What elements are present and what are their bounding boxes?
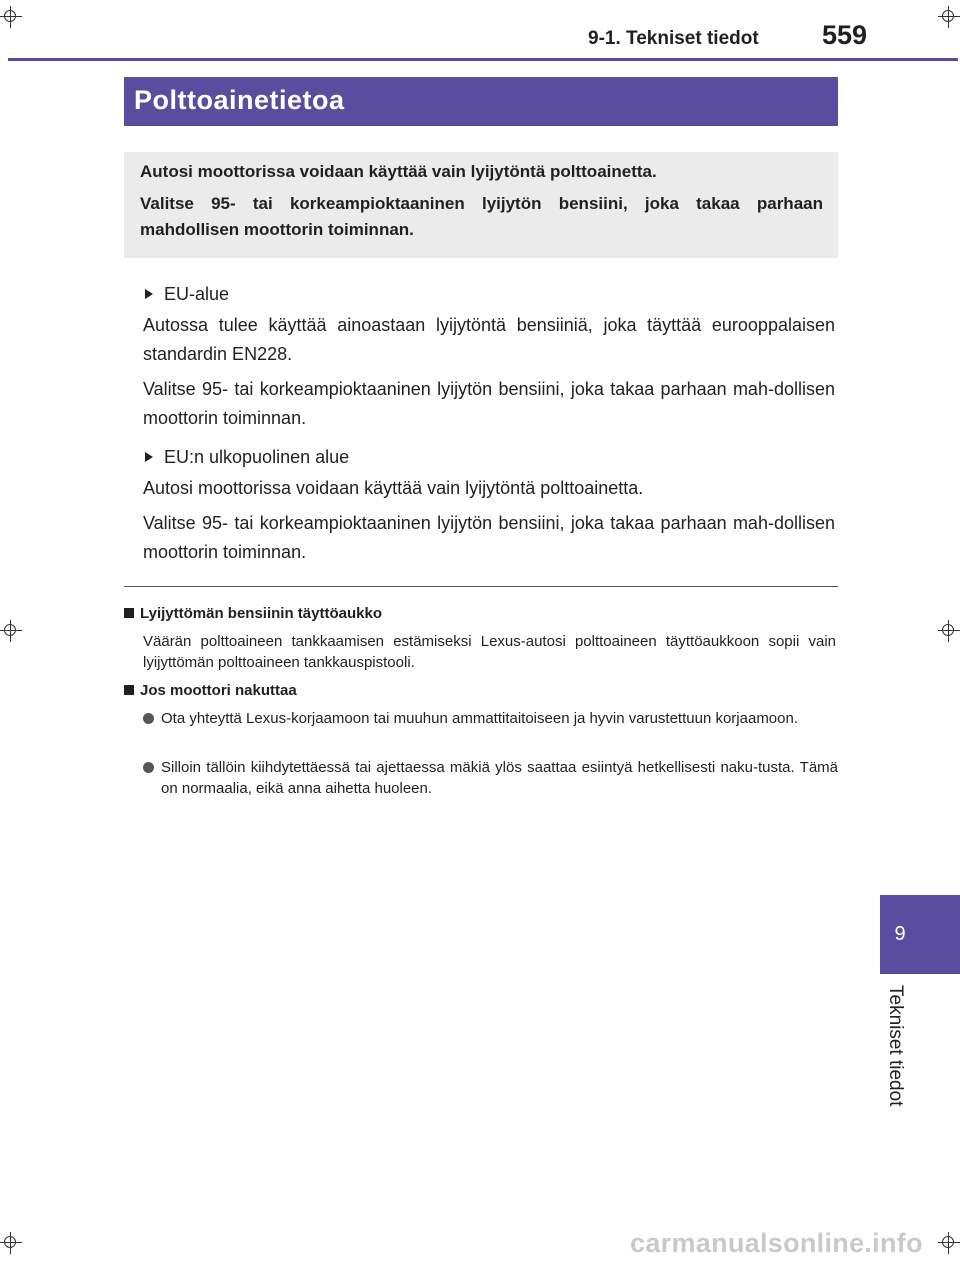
round-bullet-icon: [143, 713, 154, 724]
section-heading: [143, 278, 835, 311]
triangle-bullet-icon: [145, 289, 153, 299]
note-heading-2: [124, 681, 297, 701]
section-paragraph: Valitse 95- tai korkeampioktaaninen lyijytön bensiini, joka takaa parhaan mah-dollisen moottorin toiminnan.: [143, 513, 835, 562]
section-eu: [143, 278, 835, 439]
note-list-item-text: Ota yhteyttä Lexus-korjaamoon tai muuhun ammattitaitoiseen ja hyvin varustettuun korjaamoon.: [161, 710, 799, 727]
note-text-1: Väärän polttoaineen tankkaamisen estämiseksi Lexus-autosi polttoaineen täyttöaukkoon sopii vain lyijyttömän polttoaineen tankkauspistooli.: [143, 633, 836, 671]
section-divider: [124, 586, 838, 587]
triangle-bullet-icon: [145, 452, 153, 462]
header-rule: [8, 58, 958, 61]
crop-mark-top-left: [0, 6, 22, 28]
section-paragraph: Valitse 95- tai korkeampioktaaninen lyijytön bensiini, joka takaa parhaan mah-dollisen moottorin toiminnan.: [143, 379, 835, 428]
intro-box: [124, 152, 838, 258]
crop-mark-mid-right: [938, 620, 960, 642]
section-heading: [143, 441, 835, 474]
section-paragraph: Autosi moottorissa voidaan käyttää vain lyijytöntä polttoainetta.: [143, 478, 644, 498]
chapter-tab[interactable]: [880, 895, 960, 974]
intro-line-1: Autosi moottorissa voidaan käyttää vain lyijytöntä polttoainetta.: [140, 162, 657, 181]
section-non-eu: [143, 441, 835, 573]
note-list-item-text: Silloin tällöin kiihdytettäessä tai ajettaessa mäkiä ylös saattaa esiintyä hetkellisesti naku-tusta. Tämä on normaalia, eikä anna aihetta huoleen.: [161, 759, 838, 797]
note-heading-1: [124, 604, 382, 624]
crop-mark-bottom-right: [938, 1232, 960, 1254]
title-bar: [124, 77, 838, 126]
crop-mark-bottom-left: [0, 1232, 22, 1254]
section-heading-label: EU:n ulkopuolinen alue: [164, 447, 350, 467]
crop-mark-top-right: [938, 6, 960, 28]
square-bullet-icon: [124, 608, 134, 618]
chapter-label-text: Tekniset tiedot: [885, 985, 906, 1107]
section-heading-label: EU-alue: [164, 284, 230, 304]
crop-mark-mid-left: [0, 620, 22, 642]
chapter-label: [884, 985, 914, 1110]
section-header: 9-1. Tekniset tiedot: [588, 28, 759, 49]
note-heading-label: Lyijyttömän bensiinin täyttöaukko: [140, 605, 382, 622]
square-bullet-icon: [124, 685, 134, 695]
intro-line-2: Valitse 95- tai korkeampioktaaninen lyijytön bensiini, joka takaa parhaan mahdollisen moottorin toiminnan.: [140, 194, 823, 239]
watermark: carmanualsonline.info: [630, 1228, 923, 1258]
page-title: Polttoainetietoa: [134, 85, 345, 115]
note-heading-label: Jos moottori nakuttaa: [140, 682, 297, 699]
section-paragraph: Autossa tulee käyttää ainoastaan lyijytöntä bensiiniä, joka täyttää eurooppalaisen standardin EN228.: [143, 315, 835, 364]
note-list-item: [143, 757, 838, 799]
round-bullet-icon: [143, 762, 154, 773]
chapter-number: 9: [894, 923, 906, 945]
page-number: 559: [822, 20, 868, 50]
note-list-item: [143, 708, 838, 729]
